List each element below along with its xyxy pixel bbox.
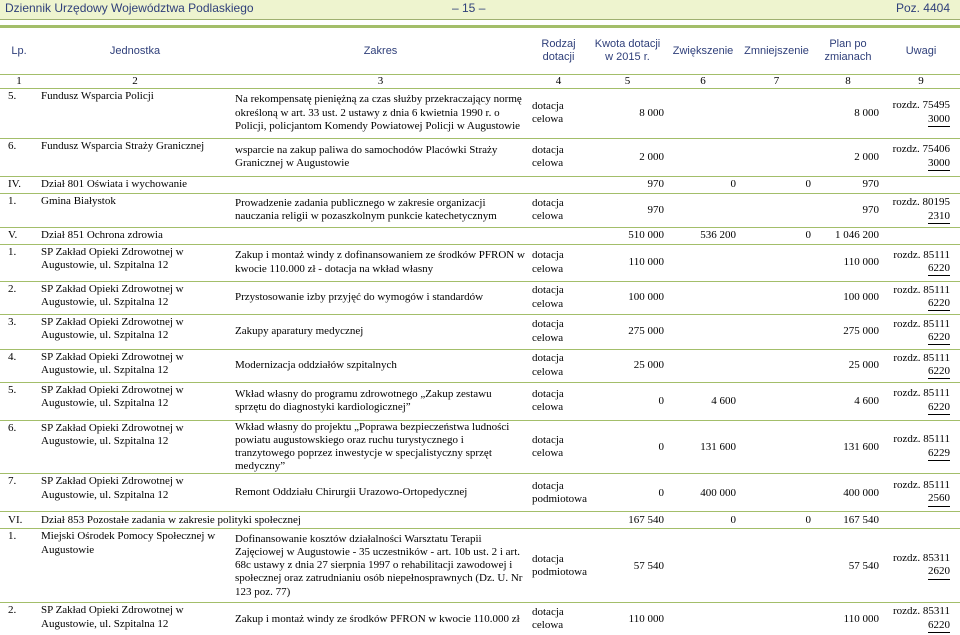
row-amount: 2 000 (588, 138, 667, 176)
row-amount: 110 000 (628, 256, 664, 269)
col-num: 6 (667, 75, 739, 89)
row-amount: 275 000 (588, 314, 667, 349)
row-plan: 970 (862, 203, 879, 216)
row-amount: 970 (647, 203, 664, 216)
section-decrease: 0 (739, 176, 814, 193)
col-unit: Jednostka (38, 27, 232, 75)
row-note (882, 474, 960, 512)
row-increase (667, 314, 739, 349)
row-number: 2. (0, 603, 38, 635)
row-increase (667, 193, 739, 227)
row-plan: 57 540 (848, 559, 879, 572)
row-note (882, 382, 960, 420)
row-increase (667, 603, 739, 635)
table-row (0, 88, 960, 138)
table-row (0, 420, 960, 474)
row-scope: Remont Oddziału Chirurgii Urazowo-Ortopedycznej (232, 474, 529, 512)
row-increase (667, 244, 739, 281)
section-amount: 970 (588, 176, 667, 193)
row-type: dotacja podmiotowa (529, 474, 588, 512)
table-row (0, 529, 960, 603)
row-note-chapter: rozdz. 85111 (893, 248, 950, 261)
col-num: 5 (588, 75, 667, 89)
row-plan: 131 600 (814, 420, 882, 474)
table-row (0, 314, 960, 349)
row-number: 3. (0, 314, 38, 349)
row-plan: 4 600 (814, 382, 882, 420)
col-lp: Lp. (0, 27, 38, 75)
row-type: dotacja celowa (529, 420, 588, 474)
row-note (882, 281, 960, 314)
table-body (0, 75, 960, 635)
row-decrease (739, 138, 814, 176)
row-amount: 110 000 (588, 603, 667, 635)
row-amount: 100 000 (588, 281, 667, 314)
section-title: Dział 801 Oświata i wychowanie (38, 176, 588, 193)
page-header (0, 0, 960, 20)
col-num: 7 (739, 75, 814, 89)
row-scope: Przystosowanie izby przyjęć do wymogów i standardów (232, 281, 529, 314)
row-unit: SP Zakład Opieki Zdrowotnej w Augustowie, ul. Szpitalna 12 (38, 281, 232, 314)
row-note-chapter: rozdz. 75495 (892, 99, 950, 112)
row-number: 1. (8, 530, 17, 543)
row-plan: 110 000 (843, 256, 879, 269)
col-notes: Uwagi (882, 27, 960, 75)
section-amount: 510 000 (588, 227, 667, 244)
row-decrease (739, 382, 814, 420)
row-note-paragraph: 6220 (928, 619, 950, 633)
col-decrease: Zmniejszenie (739, 27, 814, 75)
row-note-paragraph: 3000 (928, 157, 950, 171)
row-type: dotacja celowa (532, 249, 564, 275)
row-note-chapter: rozdz. 85111 (893, 317, 950, 330)
row-increase (667, 349, 739, 382)
row-number: 1. (8, 194, 17, 207)
row-scope: Dofinansowanie kosztów działalności Warsztatu Terapii Zajęciowej w Augustowie - 35 uczestników - art. 10b ust. 2 i art. 68c ustawy z dnia 27 sierpnia 1997 o rehabilitacji zawodowej i społecznej oraz zatrudnianiu osób niepełnosprawnych (Dz. U. Nr 123 poz. 77) (235, 532, 523, 598)
section-notes (882, 176, 960, 193)
row-note (882, 603, 960, 635)
row-number: 1. (8, 245, 17, 258)
row-number: 5. (0, 382, 38, 420)
row-note-paragraph: 6229 (928, 447, 950, 461)
section-plan: 970 (814, 176, 882, 193)
col-amount: Kwota dotacji w 2015 r. (588, 27, 667, 75)
row-decrease (739, 603, 814, 635)
row-unit: SP Zakład Opieki Zdrowotnej w Augustowie, ul. Szpitalna 12 (38, 349, 232, 382)
row-increase (667, 281, 739, 314)
row-note-chapter: rozdz. 85111 (893, 283, 950, 296)
row-increase: 131 600 (667, 420, 739, 474)
row-unit: SP Zakład Opieki Zdrowotnej w Augustowie, ul. Szpitalna 12 (38, 474, 232, 512)
col-num: 9 (882, 75, 960, 89)
row-plan: 400 000 (814, 474, 882, 512)
row-note (882, 314, 960, 349)
section-decrease: 0 (739, 227, 814, 244)
row-number: 4. (0, 349, 38, 382)
row-decrease (739, 314, 814, 349)
row-unit: SP Zakład Opieki Zdrowotnej w Augustowie, ul. Szpitalna 12 (38, 382, 232, 420)
row-increase (667, 88, 739, 138)
row-note (882, 529, 960, 603)
row-scope: Modernizacja oddziałów szpitalnych (232, 349, 529, 382)
section-number: VI. (0, 512, 38, 529)
row-unit: Miejski Ośrodek Pomocy Społecznej w Augustowie (41, 530, 216, 556)
row-plan: 275 000 (814, 314, 882, 349)
column-number-row (0, 75, 960, 89)
row-scope: Wkład własny do programu zdrowotnego „Zakup zestawu sprzętu do diagnostyki kardiologicznej” (232, 382, 529, 420)
section-row (0, 512, 960, 529)
section-amount: 167 540 (588, 512, 667, 529)
row-note (882, 420, 960, 474)
row-decrease (739, 88, 814, 138)
col-num: 3 (232, 75, 529, 89)
row-scope: Zakup i montaż windy z dofinansowaniem ze środków PFRON w kwocie 110.000 zł - dotacja na wkład własny (235, 249, 525, 275)
row-decrease (739, 420, 814, 474)
row-plan: 25 000 (814, 349, 882, 382)
col-num: 8 (814, 75, 882, 89)
row-type: dotacja celowa (529, 281, 588, 314)
row-decrease (739, 529, 814, 603)
row-increase (667, 138, 739, 176)
row-number: 7. (0, 474, 38, 512)
row-scope: Wkład własny do projektu „Poprawa bezpieczeństwa ludności powiatu augustowskiego oraz ruchu turystycznego i tranzytowego poprzez inwestycje w specjalistyczny sprzęt medyczny” (232, 420, 529, 474)
row-type: dotacja celowa (529, 349, 588, 382)
row-amount: 25 000 (588, 349, 667, 382)
row-scope: Prowadzenie zadania publicznego w zakresie organizacji nauczania religii w pozaszkolnym punkcie katechetycznym (235, 196, 497, 223)
row-note-paragraph: 3000 (928, 113, 950, 127)
row-amount: 8 000 (639, 106, 664, 119)
row-note-paragraph: 6220 (928, 331, 950, 345)
section-title: Dział 853 Pozostałe zadania w zakresie polityki społecznej (38, 512, 588, 529)
row-unit: SP Zakład Opieki Zdrowotnej w Augustowie, ul. Szpitalna 12 (38, 603, 232, 635)
row-scope: Zakup i montaż windy ze środków PFRON w kwocie 110.000 zł (232, 603, 529, 635)
row-note-paragraph: 2560 (928, 492, 950, 506)
budget-table (0, 25, 960, 635)
table-row (0, 244, 960, 281)
row-unit: SP Zakład Opieki Zdrowotnej w Augustowie, ul. Szpitalna 12 (41, 245, 184, 271)
row-decrease (739, 474, 814, 512)
row-note-paragraph: 6220 (928, 401, 950, 415)
row-note-chapter: rozdz. 85111 (893, 351, 950, 364)
col-type: Rodzaj dotacji (529, 27, 588, 75)
section-decrease: 0 (739, 512, 814, 529)
table-row (0, 349, 960, 382)
journal-title: Dziennik Urzędowy Województwa Podlaskiego (5, 1, 254, 15)
table-row (0, 193, 960, 227)
row-note (882, 138, 960, 176)
row-number: 6. (0, 420, 38, 474)
row-amount: 0 (588, 420, 667, 474)
row-note-paragraph: 6220 (928, 262, 950, 276)
section-increase: 536 200 (667, 227, 739, 244)
row-plan: 8 000 (854, 106, 879, 119)
col-num: 2 (38, 75, 232, 89)
col-increase: Zwiększenie (667, 27, 739, 75)
row-note-chapter: rozdz. 80195 (892, 196, 950, 209)
row-unit: Fundusz Wsparcia Straży Granicznej (38, 138, 232, 176)
row-note (882, 244, 960, 281)
section-title: Dział 851 Ochrona zdrowia (38, 227, 588, 244)
section-plan: 167 540 (814, 512, 882, 529)
row-increase: 4 600 (667, 382, 739, 420)
row-decrease (739, 349, 814, 382)
column-header-row (0, 27, 960, 75)
section-notes (882, 512, 960, 529)
row-note (882, 349, 960, 382)
col-scope: Zakres (232, 27, 529, 75)
row-amount: 0 (588, 382, 667, 420)
row-plan: 100 000 (814, 281, 882, 314)
col-plan: Plan po zmianach (814, 27, 882, 75)
row-type: dotacja celowa (529, 382, 588, 420)
row-note (882, 193, 960, 227)
section-number: V. (0, 227, 38, 244)
row-note-chapter: rozdz. 85311 (892, 552, 950, 565)
section-notes (882, 227, 960, 244)
row-type: dotacja celowa (529, 138, 588, 176)
row-type: dotacja celowa (529, 314, 588, 349)
table-row (0, 382, 960, 420)
row-decrease (739, 281, 814, 314)
row-type: dotacja celowa (529, 603, 588, 635)
row-note-paragraph: 2620 (928, 565, 950, 579)
row-note-chapter: rozdz. 85111 (893, 387, 950, 400)
row-number: 5. (8, 89, 17, 102)
row-note-chapter: rozdz. 85111 (893, 433, 950, 446)
row-decrease (739, 193, 814, 227)
table-row (0, 474, 960, 512)
row-unit: SP Zakład Opieki Zdrowotnej w Augustowie, ul. Szpitalna 12 (38, 314, 232, 349)
row-decrease (739, 244, 814, 281)
row-unit: SP Zakład Opieki Zdrowotnej w Augustowie, ul. Szpitalna 12 (38, 420, 232, 474)
row-scope: wsparcie na zakup paliwa do samochodów Placówki Straży Granicznej w Augustowie (232, 138, 529, 176)
section-number: IV. (0, 176, 38, 193)
section-increase: 0 (667, 512, 739, 529)
row-unit: Gmina Białystok (41, 194, 116, 207)
col-num: 4 (529, 75, 588, 89)
table-row (0, 138, 960, 176)
table-row (0, 603, 960, 635)
row-note-paragraph: 2310 (928, 210, 950, 224)
row-note-paragraph: 6220 (928, 365, 950, 379)
row-note-chapter: rozdz. 85311 (892, 605, 950, 618)
row-amount: 57 540 (633, 559, 664, 572)
row-number: 6. (0, 138, 38, 176)
section-row (0, 227, 960, 244)
row-note-chapter: rozdz. 75406 (892, 143, 950, 156)
row-amount: 0 (588, 474, 667, 512)
row-scope: Na rekompensatę pieniężną za czas służby przekraczający normę określoną w art. 33 ust. 2 ustawy z dnia 6 kwietnia 1990 r. o Policji, policjantom Komendy Powiatowej Policji w Augustowie (235, 93, 522, 132)
row-note-paragraph: 6220 (928, 297, 950, 311)
section-plan: 1 046 200 (814, 227, 882, 244)
col-num: 1 (0, 75, 38, 89)
section-increase: 0 (667, 176, 739, 193)
row-scope: Zakupy aparatury medycznej (232, 314, 529, 349)
row-plan: 2 000 (814, 138, 882, 176)
row-plan: 110 000 (814, 603, 882, 635)
table-row (0, 281, 960, 314)
row-unit: Fundusz Wsparcia Policji (41, 89, 154, 102)
row-increase: 400 000 (667, 474, 739, 512)
row-type: dotacja celowa (532, 196, 564, 223)
section-row (0, 176, 960, 193)
row-increase (667, 529, 739, 603)
row-note (882, 88, 960, 138)
page-number: – 15 – (452, 1, 486, 15)
position-number: Poz. 4404 (895, 1, 950, 15)
row-number: 2. (0, 281, 38, 314)
row-note-chapter: rozdz. 85111 (893, 479, 950, 492)
row-type: dotacja podmiotowa (532, 552, 587, 578)
row-type: dotacja celowa (532, 99, 564, 126)
